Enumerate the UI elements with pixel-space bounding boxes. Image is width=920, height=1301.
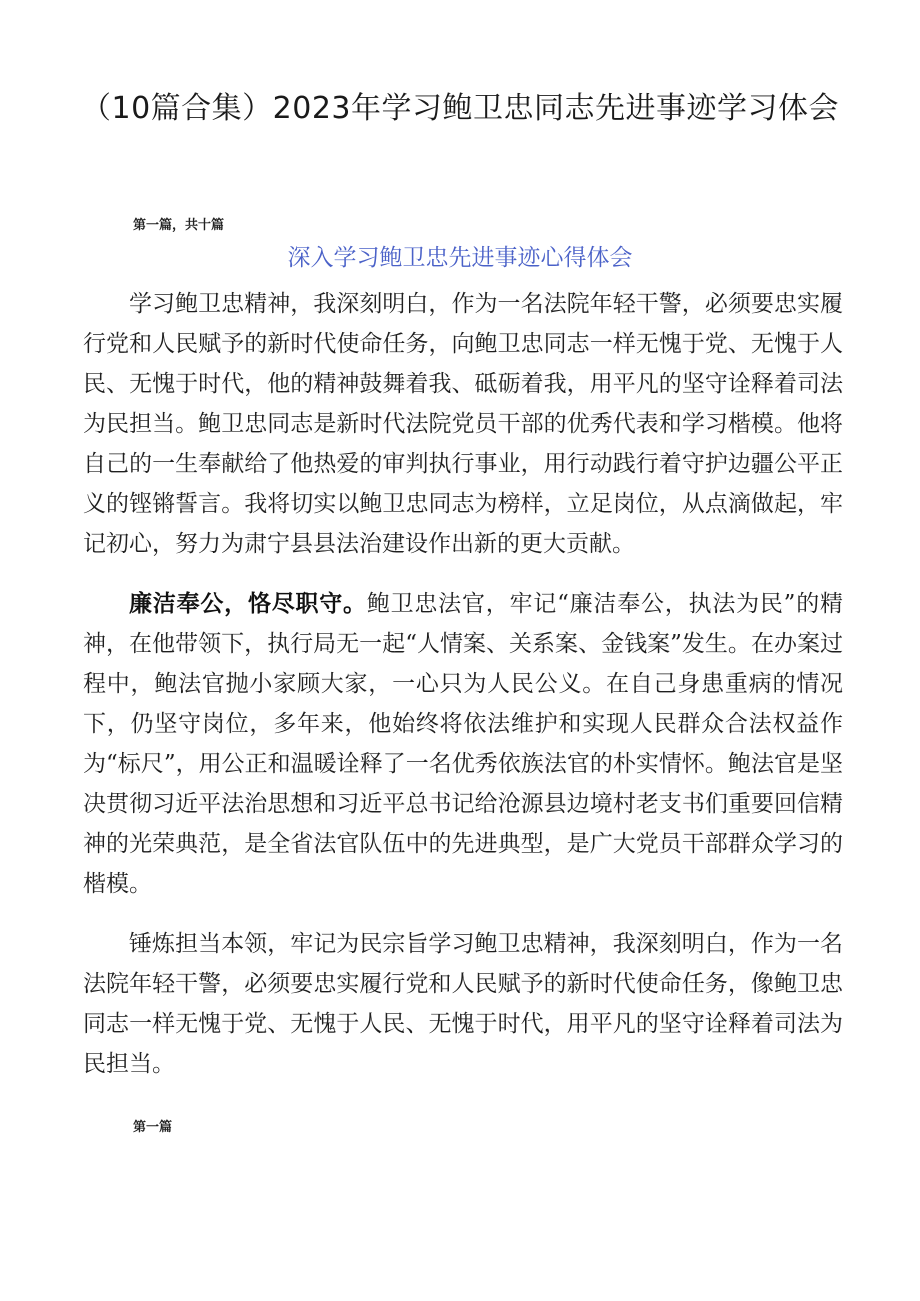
- paragraph-1-text: 学习鲍卫忠精神，我深刻明白，作为一名法院年轻干警，必须要忠实履行党和人民赋予的新时代使命任务，向鲍卫忠同志一样无愧于党、无愧于人民、无愧于时代，他的精神鼓舞着我、砥砺着我，用平凡的坚守诠释着司法为民担当。鲍卫忠同志是新时代法院党员干部的优秀代表和学习楷模。他将自己的一生奉献给了他热爱的审判执行事业，用行动践行着守护边疆公平正义的铿锵誓言。我将切实以鲍卫忠同志为榜样，立足岗位，从点滴做起，牢记初心，努力为肃宁县县法治建设作出新的更大贡献。: [83, 291, 843, 557]
- paragraph-2-lead: 廉洁奉公，恪尽职守。: [129, 591, 367, 617]
- part-two-label: 第一篇: [133, 1120, 173, 1135]
- document-title: （10篇合集）2023年学习鲍卫忠同志先进事迹学习体会: [80, 91, 840, 126]
- paragraph-3: [83, 924, 843, 1084]
- paragraph-3-text: 锤炼担当本领，牢记为民宗旨学习鲍卫忠精神，我深刻明白，作为一名法院年轻干警，必须要忠实履行党和人民赋予的新时代使命任务，像鲍卫忠同志一样无愧于党、无愧于人民、无愧于时代，用平凡的坚守诠释着司法为民担当。: [83, 931, 843, 1077]
- paragraph-1: [83, 284, 843, 564]
- paragraph-2-text: 鲍卫忠法官，牢记“廉洁奉公，执法为民”的精神，在他带领下，执行局无一起“人情案、关系案、金钱案”发生。在办案过程中，鲍法官抛小家顾大家，一心只为人民公义。在自己身患重病的情况下，仍坚守岗位，多年来，他始终将依法维护和实现人民群众合法权益作为“标尺”，用公正和温暖诠释了一名优秀依族法官的朴实情怀。鲍法官是坚决贯彻习近平法治思想和习近平总书记给沧源县边境村老支书们重要回信精神的光荣典范，是全省法官队伍中的先进典型，是广大党员干部群众学习的楷模。: [83, 591, 843, 897]
- article-subtitle: 深入学习鲍卫忠先进事迹心得体会: [287, 245, 633, 271]
- paragraph-2: [83, 584, 843, 904]
- part-one-label: 第一篇，共十篇: [133, 218, 225, 233]
